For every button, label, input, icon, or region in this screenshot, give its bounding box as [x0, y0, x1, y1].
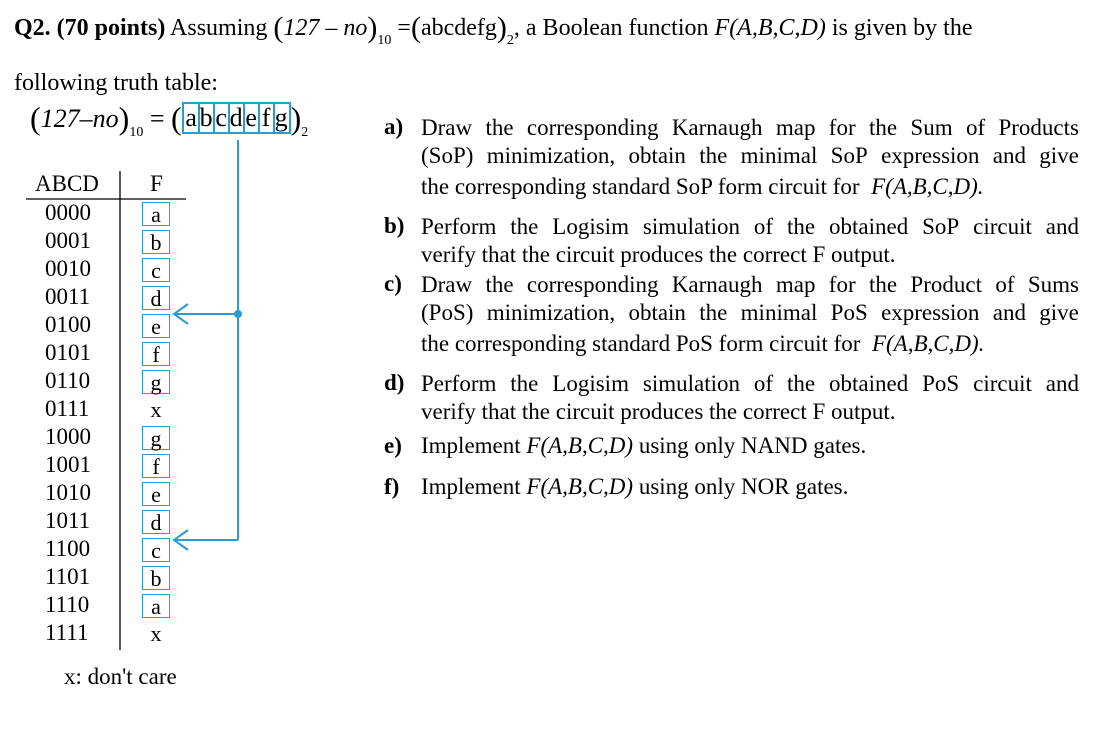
- row-abcd: 0101: [45, 340, 91, 365]
- part-c-text: [421, 271, 1079, 361]
- word: Logisim: [552, 371, 629, 396]
- word: of: [995, 272, 1015, 297]
- dont-care-note: x: don't care: [64, 664, 177, 689]
- row-f: b: [142, 566, 170, 590]
- word: PoS: [922, 371, 960, 396]
- part-c-line1: [421, 271, 1079, 299]
- row-abcd: 1010: [45, 480, 91, 505]
- row-abcd: 1111: [45, 620, 89, 645]
- word: minimal: [740, 300, 818, 325]
- part-e-label: e): [384, 433, 402, 458]
- row-f: g: [142, 370, 170, 394]
- word: SoP: [922, 214, 960, 239]
- row-abcd: 0110: [45, 368, 91, 393]
- row-f: c: [142, 538, 170, 562]
- row-f: f: [142, 454, 170, 478]
- column-header-abcd: ABCD: [35, 171, 99, 196]
- word: corresponding: [526, 115, 659, 140]
- word: minimization,: [486, 300, 616, 325]
- header-expr-left: 127 – no: [283, 15, 368, 41]
- word: minimization,: [486, 143, 616, 168]
- word: Sums: [1027, 272, 1079, 297]
- word: simulation: [642, 214, 740, 239]
- row-abcd: 1001: [45, 452, 91, 477]
- word: Logisim: [552, 214, 629, 239]
- part-e-text: [421, 433, 866, 459]
- row-f: g: [142, 426, 170, 450]
- part-f-text: [421, 474, 848, 500]
- word: and: [1045, 371, 1079, 396]
- word: expression: [881, 300, 980, 325]
- part-a-func: F(A,B,C,D).: [871, 174, 984, 199]
- column-header-f: F: [150, 171, 163, 196]
- word: of: [965, 115, 986, 140]
- word: and: [992, 143, 1026, 168]
- word: and: [992, 300, 1026, 325]
- part-e-post: using only NAND gates.: [638, 433, 867, 458]
- header-line2: following truth table:: [14, 70, 218, 96]
- equation: $(127-no)_{10}$ = ( a b c d e f $g)_2$: [30, 100, 309, 140]
- word: Draw: [421, 272, 473, 297]
- row-f: f: [142, 342, 170, 366]
- word: (PoS): [421, 300, 474, 325]
- part-b-label: b): [384, 213, 405, 238]
- row-abcd: 1011: [45, 508, 91, 533]
- row-f: b: [142, 230, 170, 254]
- question-number: Q2.: [14, 15, 51, 41]
- word: for: [828, 115, 856, 140]
- header-base2: 2: [506, 33, 514, 48]
- word: Product: [910, 272, 982, 297]
- word: Perform: [421, 371, 497, 396]
- word: Perform: [421, 214, 497, 239]
- word: Draw: [421, 115, 473, 140]
- row-f: a: [142, 202, 170, 226]
- part-d-text: [421, 370, 1079, 426]
- header-func: F(A,B,C,D): [714, 15, 826, 41]
- word: circuit: [973, 214, 1032, 239]
- part-a-text: [421, 114, 1079, 204]
- word: obtain: [628, 143, 686, 168]
- word: obtained: [829, 214, 909, 239]
- word: the: [868, 115, 898, 140]
- header-base10: 10: [377, 33, 392, 48]
- word: Karnaugh: [671, 272, 763, 297]
- row-f: e: [142, 314, 170, 338]
- word: Sum: [910, 115, 953, 140]
- header-rest-b: is given by the: [831, 15, 973, 41]
- word: PoS: [830, 300, 868, 325]
- row-f: c: [142, 258, 170, 282]
- part-e-pre: Implement: [421, 433, 521, 458]
- word: and: [1045, 214, 1079, 239]
- mapping-arrows: [174, 140, 238, 550]
- row-f: d: [142, 510, 170, 534]
- word: of: [753, 371, 774, 396]
- word: Products: [998, 115, 1079, 140]
- row-f: a: [142, 594, 170, 618]
- junction-dot: [234, 310, 242, 318]
- word: give: [1039, 300, 1079, 325]
- word: the: [868, 272, 898, 297]
- word: map: [775, 115, 816, 140]
- word: the: [485, 115, 514, 140]
- bit-box: b: [199, 103, 213, 132]
- word: the: [510, 371, 539, 396]
- row-abcd: 0011: [45, 284, 91, 309]
- part-a-line1: [421, 114, 1079, 142]
- word: the: [786, 214, 816, 239]
- word: the: [485, 272, 514, 297]
- part-d-line1: [421, 370, 1079, 398]
- header-intro: Assuming: [170, 15, 268, 41]
- part-b-line1: [421, 213, 1079, 241]
- part-e-func: F(A,B,C,D): [526, 433, 634, 458]
- word: the: [699, 143, 728, 168]
- row-abcd: 1000: [45, 424, 91, 449]
- word: Karnaugh: [671, 115, 763, 140]
- bit-box: f: [258, 104, 273, 132]
- row-f: x: [150, 397, 162, 422]
- part-f-label: f): [384, 474, 400, 499]
- question-points: (70 points): [56, 15, 166, 41]
- row-abcd: 1110: [45, 592, 90, 617]
- row-abcd: 0001: [45, 228, 91, 253]
- row-abcd: 1100: [45, 536, 91, 561]
- word: the: [786, 371, 816, 396]
- part-b-line2: verify that the circuit produces the correct F output.: [421, 242, 896, 267]
- word: corresponding: [526, 272, 659, 297]
- row-abcd: 0010: [45, 256, 91, 281]
- word: (SoP): [421, 143, 474, 168]
- part-a-label: a): [384, 114, 404, 139]
- bit-box: a: [185, 103, 197, 132]
- word: of: [753, 214, 774, 239]
- row-f: e: [142, 482, 170, 506]
- part-b-text: [421, 213, 1079, 269]
- word: map: [775, 272, 816, 297]
- row-abcd: 0000: [45, 200, 91, 225]
- part-d-label: d): [384, 370, 405, 395]
- equation-base2: 2: [301, 125, 309, 140]
- word: obtained: [829, 371, 909, 396]
- word: the: [510, 214, 539, 239]
- word: simulation: [642, 371, 740, 396]
- row-abcd: 1101: [45, 564, 91, 589]
- word: give: [1039, 143, 1079, 168]
- word: for: [828, 272, 856, 297]
- bit-box: e: [243, 104, 258, 132]
- part-f-pre: Implement: [421, 474, 521, 499]
- part-c-func: F(A,B,C,D).: [871, 331, 985, 356]
- word: circuit: [973, 371, 1032, 396]
- word: obtain: [628, 300, 686, 325]
- word: the: [699, 300, 728, 325]
- question-header: Q2. (70 points) Assuming $(127 - no)_{10}$ $=(abcdefg)_2$, a Boolean function F(A,B,C,D) is given by the following truth table:: [14, 8, 1094, 103]
- part-f-func: F(A,B,C,D): [526, 474, 634, 499]
- word: minimal: [740, 143, 818, 168]
- header-rest-a: a Boolean function: [525, 15, 709, 41]
- part-a-line2: [421, 142, 1079, 170]
- row-f: x: [150, 621, 162, 646]
- equation-base10: 10: [129, 125, 144, 140]
- part-c-label: c): [384, 271, 402, 296]
- header-expr-right: abcdefg: [420, 15, 497, 41]
- part-c-line3: the corresponding standard PoS form circuit for: [421, 331, 861, 356]
- part-f-post: using only NOR gates.: [638, 474, 849, 499]
- word: SoP: [830, 143, 868, 168]
- row-abcd: 0111: [45, 396, 90, 421]
- bit-box: c: [213, 104, 228, 132]
- part-a-line3: the corresponding standard SoP form circuit for: [421, 174, 860, 199]
- word: expression: [881, 143, 980, 168]
- part-c-line2: [421, 299, 1079, 327]
- bit-box: d: [229, 103, 243, 132]
- part-d-line2: verify that the circuit produces the correct F output.: [421, 399, 896, 424]
- bit-box: g: [274, 103, 288, 132]
- equation-left: 127–no: [40, 104, 119, 133]
- row-f: d: [142, 286, 170, 310]
- row-abcd: 0100: [45, 312, 91, 337]
